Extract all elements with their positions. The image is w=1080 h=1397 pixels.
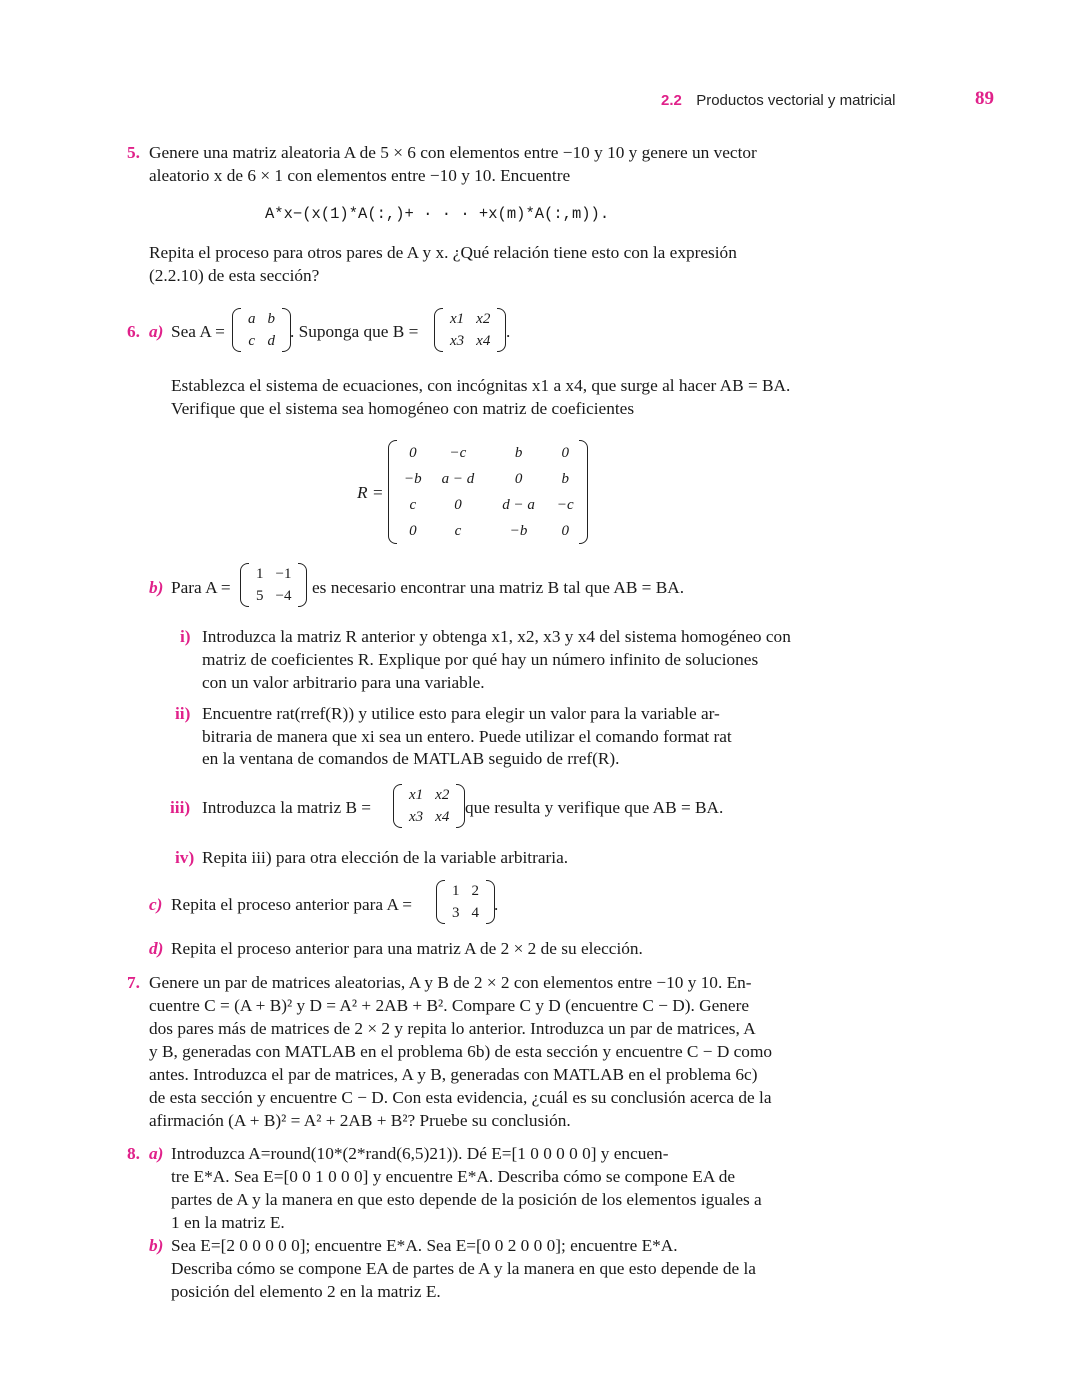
problem-5-line1: Genere una matriz aleatoria A de 5 × 6 con elementos entre −10 y 10 y genere un vector: [149, 143, 757, 162]
item-iv-text: Repita iii) para otra elección de la variable arbitraria.: [202, 848, 569, 867]
matrix-cell: 5: [256, 588, 264, 604]
matrix-cell: x2: [435, 787, 450, 803]
problem-6b-label: b): [149, 578, 164, 597]
problem-8a-label: a): [149, 1144, 164, 1163]
problem-6a-suponga: . Suponga que B =: [290, 322, 419, 341]
matrix-cell: c: [248, 333, 256, 349]
matrix-cell: 0: [514, 471, 523, 487]
item-ii-line3: en la ventana de comandos de MATLAB seguido de rref(R).: [202, 749, 620, 768]
item-ii-line1: Encuentre rat(rref(R)) y utilice esto para elegir un valor para la variable ar-: [202, 704, 720, 723]
problem-5-number: 5.: [127, 143, 140, 162]
item-i-line1: Introduzca la matriz R anterior y obtenga x1, x2, x3 y x4 del sistema homogéneo con: [202, 627, 791, 646]
item-ii-line2: bitraria de manera que xi sea un entero. Puede utilizar el comando format rat: [202, 727, 732, 746]
matrix-A-abcd: [232, 308, 291, 352]
problem-6c-text: Repita el proceso anterior para A =: [171, 895, 413, 914]
matrix-cell: c: [454, 523, 462, 539]
problem-5-line2: aleatorio x de 6 × 1 con elementos entre −10 y 10. Encuentre: [149, 166, 571, 185]
matrix-A-6c: [436, 880, 495, 924]
problem-8a-line1: Introduzca A=round(10*(2*rand(6,5)21)). Dé E=[1 0 0 0 0 0] y encuen-: [171, 1144, 669, 1163]
matrix-cell: −c: [556, 497, 574, 513]
problem-6d-label: d): [149, 939, 164, 958]
matrix-cell: d − a: [502, 497, 535, 513]
item-i-label: i): [180, 627, 191, 646]
matrix-cell: 0: [561, 445, 570, 461]
matrix-cell: x3: [409, 809, 424, 825]
problem-7-line2: cuentre C = (A + B)² y D = A² + 2AB + B². Compare C y D (encuentre C − D). Genere: [149, 996, 750, 1015]
problem-7-line3: dos pares más de matrices de 2 × 2 y repita lo anterior. Introduzca un par de matrices, A: [149, 1019, 756, 1038]
problem-8b-line3: posición del elemento 2 en la matriz E.: [171, 1282, 441, 1301]
matrix-cell: a − d: [441, 471, 475, 487]
item-iii-label: iii): [170, 798, 191, 817]
matrix-cell: a: [248, 311, 256, 327]
item-iii-text-b: que resulta y verifique que AB = BA.: [465, 798, 724, 817]
problem-8a-line4: 1 en la matriz E.: [171, 1213, 285, 1232]
matrix-cell: b: [267, 311, 275, 327]
matrix-cell: x1: [450, 311, 465, 327]
item-ii-label: ii): [175, 704, 191, 723]
problem-7-line5: antes. Introduzca el par de matrices, A y B, generadas con MATLAB en el problema 6c): [149, 1065, 758, 1084]
problem-8b-line2: Describa cómo se compone EA de partes de A y la manera en que esto depende de la: [171, 1259, 756, 1278]
matrix-cell: b: [514, 445, 523, 461]
problem-6b-para: Para A =: [171, 578, 231, 597]
page-number: 89: [975, 88, 994, 109]
problem-8-number: 8.: [127, 1144, 140, 1163]
problem-8b-line1: Sea E=[2 0 0 0 0 0]; encuentre E*A. Sea E=[0 0 2 0 0 0]; encuentre E*A.: [171, 1236, 678, 1255]
problem-6a-est2: Verifique que el sistema sea homogéneo con matriz de coeficientes: [171, 399, 635, 418]
problem-7-line7: afirmación (A + B)² = A² + 2AB + B²? Pruebe su conclusión.: [149, 1111, 571, 1130]
matrix-cell: −1: [275, 566, 292, 582]
problem-5-code: A*x−(x(1)*A(:,)+ · · · +x(m)*A(:,m)).: [265, 205, 610, 223]
problem-7-line1: Genere un par de matrices aleatorias, A y B de 2 × 2 con elementos entre −10 y 10. En-: [149, 973, 752, 992]
problem-6b-text: es necesario encontrar una matriz B tal que AB = BA.: [312, 578, 685, 597]
matrix-cell: x4: [476, 333, 491, 349]
matrix-R: [388, 440, 588, 544]
matrix-B-iii: [393, 784, 465, 828]
matrix-A-6b: [240, 563, 307, 607]
item-i-line3: con un valor arbitrario para una variable.: [202, 673, 485, 692]
matrix-cell: 2: [471, 883, 479, 899]
matrix-cell: 0: [409, 445, 417, 461]
matrix-cell: −c: [449, 445, 467, 461]
problem-7-line4: y B, generadas con MATLAB en el problema 6b) de esta sección y encuentre C − D como: [149, 1042, 773, 1061]
matrix-cell: 0: [561, 523, 570, 539]
matrix-cell: c: [409, 497, 417, 513]
period: .: [494, 895, 499, 914]
matrix-cell: x4: [435, 809, 450, 825]
section-title: Productos vectorial y matricial: [696, 92, 896, 109]
matrix-cell: 0: [409, 523, 417, 539]
problem-7-number: 7.: [127, 973, 140, 992]
matrix-cell: x3: [450, 333, 465, 349]
problem-6c-label: c): [149, 895, 163, 914]
matrix-cell: 3: [452, 905, 460, 921]
problem-5-line3: Repita el proceso para otros pares de A y x. ¿Qué relación tiene esto con la expresión: [149, 243, 737, 262]
matrix-cell: x1: [409, 787, 424, 803]
problem-6a-sea: Sea A =: [171, 322, 225, 341]
problem-6-number: 6.: [127, 322, 140, 341]
section-number: 2.2: [661, 92, 682, 109]
problem-8a-line2: tre E*A. Sea E=[0 0 1 0 0 0] y encuentre E*A. Describa cómo se compone EA de: [171, 1167, 736, 1186]
matrix-cell: 1: [256, 566, 264, 582]
matrix-B-x: [434, 308, 506, 352]
matrix-cell: 0: [454, 497, 462, 513]
problem-6a-est1: Establezca el sistema de ecuaciones, con incógnitas x1 a x4, que surge al hacer AB = BA.: [171, 376, 791, 395]
matrix-cell: x2: [476, 311, 491, 327]
matrix-R-label: R =: [357, 483, 384, 502]
matrix-cell: −4: [275, 588, 292, 604]
matrix-cell: 4: [471, 905, 479, 921]
item-i-line2: matriz de coeficientes R. Explique por qué hay un número infinito de soluciones: [202, 650, 759, 669]
problem-8b-label: b): [149, 1236, 164, 1255]
matrix-cell: 1: [452, 883, 460, 899]
problem-7-line6: de esta sección y encuentre C − D. Con esta evidencia, ¿cuál es su conclusión acerca de la: [149, 1088, 772, 1107]
matrix-cell: −b: [509, 523, 528, 539]
problem-5-line4: (2.2.10) de esta sección?: [149, 266, 320, 285]
item-iv-label: iv): [175, 848, 195, 867]
problem-6a-label: a): [149, 322, 164, 341]
matrix-cell: −b: [404, 471, 422, 487]
matrix-cell: d: [267, 333, 275, 349]
period: .: [506, 322, 511, 341]
problem-8a-line3: partes de A y la manera en que esto depende de la posición de los elementos iguales a: [171, 1190, 762, 1209]
running-header: [661, 88, 921, 112]
item-iii-text-a: Introduzca la matriz B =: [202, 798, 372, 817]
matrix-cell: b: [561, 471, 570, 487]
problem-6d-text: Repita el proceso anterior para una matriz A de 2 × 2 de su elección.: [171, 939, 643, 958]
